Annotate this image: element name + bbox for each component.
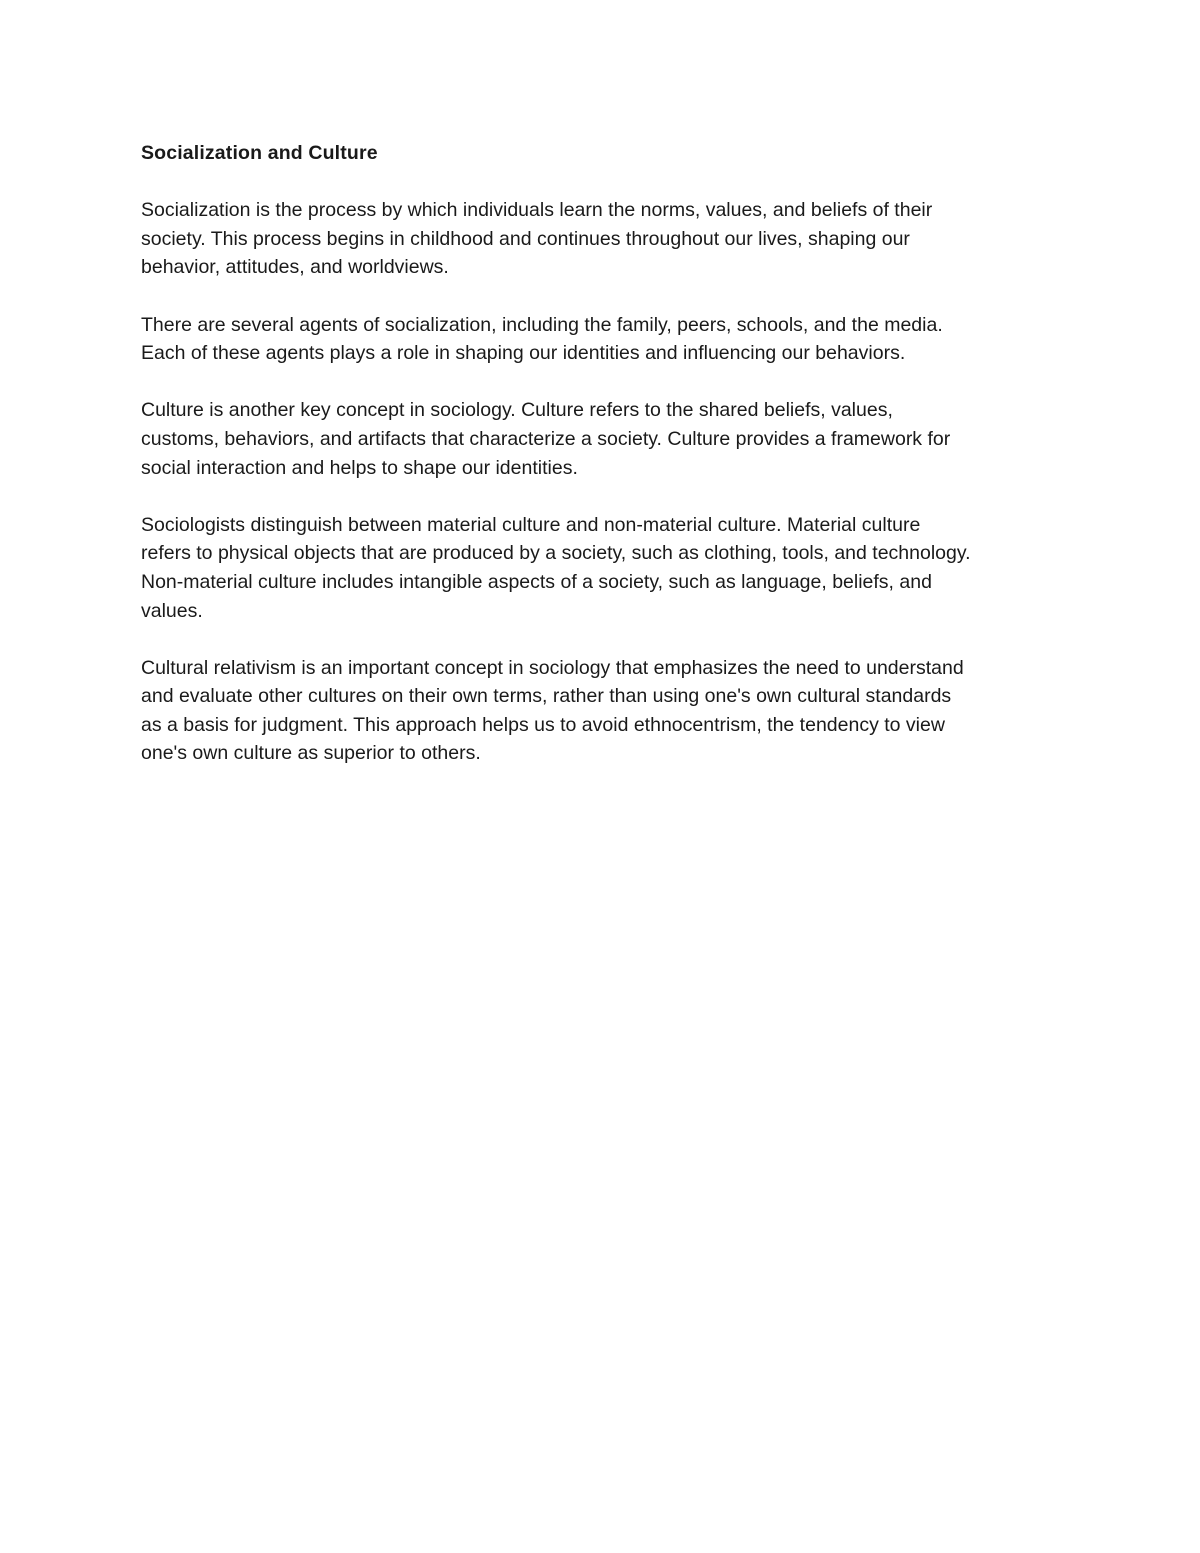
paragraph-cultural-relativism	[141, 654, 1066, 768]
paragraph-line: Non-material culture includes intangible aspects of a society, such as language, beliefs, and	[141, 570, 932, 593]
paragraph-line: behavior, attitudes, and worldviews.	[141, 256, 449, 279]
paragraph-line: Socialization is the process by which individuals learn the norms, values, and beliefs of their	[141, 199, 933, 222]
paragraph-line: one's own culture as superior to others.	[141, 742, 481, 765]
paragraph-line: society. This process begins in childhood and continues throughout our lives, shaping our	[141, 227, 910, 250]
document-body	[141, 139, 1066, 768]
paragraph-line: Culture is another key concept in sociology. Culture refers to the shared beliefs, values,	[141, 399, 893, 422]
paragraph-line: Cultural relativism is an important concept in sociology that emphasizes the need to understand	[141, 656, 964, 679]
paragraph-socialization	[141, 196, 1066, 282]
document-title: Socialization and Culture	[141, 142, 378, 164]
paragraph-line: and evaluate other cultures on their own terms, rather than using one's own cultural standards	[141, 685, 952, 708]
paragraph-line: There are several agents of socialization, including the family, peers, schools, and the media.	[141, 313, 943, 336]
paragraph-line: customs, behaviors, and artifacts that characterize a society. Culture provides a framework for	[141, 427, 951, 450]
paragraph-line: as a basis for judgment. This approach helps us to avoid ethnocentrism, the tendency to view	[141, 713, 945, 736]
paragraph-line: refers to physical objects that are produced by a society, such as clothing, tools, and technology.	[141, 542, 971, 565]
paragraph-agents	[141, 311, 1066, 368]
paragraph-line: Sociologists distinguish between material culture and non-material culture. Material culture	[141, 513, 921, 536]
paragraph-culture	[141, 396, 1066, 482]
paragraph-line: values.	[141, 599, 203, 622]
paragraph-line: Each of these agents plays a role in shaping our identities and influencing our behaviors.	[141, 342, 906, 365]
paragraph-line: social interaction and helps to shape our identities.	[141, 456, 578, 479]
paragraph-material-culture	[141, 511, 1066, 625]
